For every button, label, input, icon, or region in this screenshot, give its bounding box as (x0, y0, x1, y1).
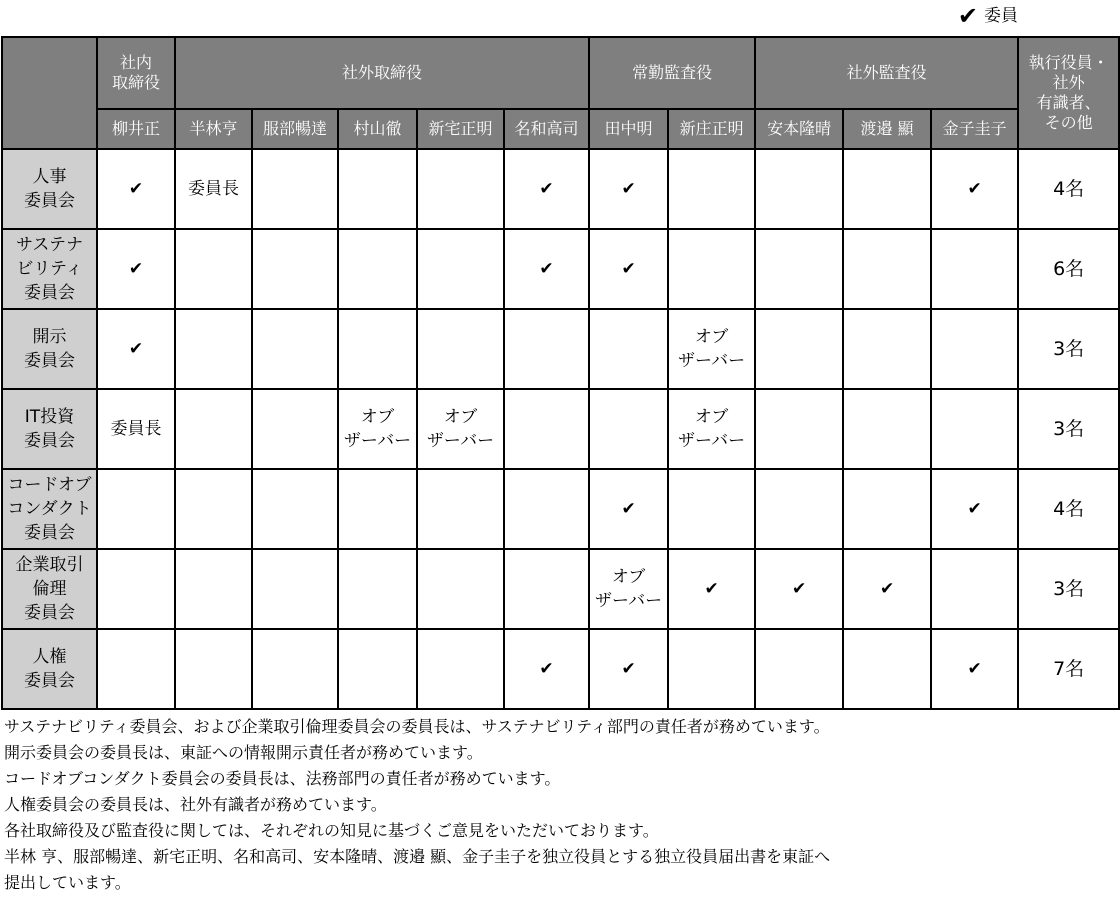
other-count: 3名 (1018, 549, 1119, 629)
member-check-icon: ✔ (931, 469, 1018, 549)
note-line: 半林 亨、服部暢達、新宅正明、名和高司、安本隆晴、渡邉 顯、金子圭子を独立役員とする独立役員届出書を東証へ (4, 847, 831, 866)
member-check-icon: ✔ (504, 629, 589, 709)
member-check-icon: ✔ (504, 149, 589, 229)
group-others: 執行役員・ 社外 有識者、 その他 (1018, 37, 1119, 149)
member-cell (252, 389, 338, 469)
member-cell (668, 629, 755, 709)
member-cell (175, 629, 252, 709)
member-cell (175, 389, 252, 469)
note-line: 開示委員会の委員長は、東証への情報開示責任者が務めています。 (4, 743, 483, 762)
committee-row (2, 309, 1119, 389)
member-header: 新宅正明 (417, 109, 504, 149)
group-internal-directors: 社内 取締役 (97, 37, 175, 109)
member-cell (931, 549, 1018, 629)
member-check-icon: ✔ (97, 149, 175, 229)
member-cell (755, 229, 843, 309)
group-fulltime-auditors: 常勤監査役 (589, 37, 755, 109)
member-cell (252, 309, 338, 389)
member-cell: オブ ザーバー (668, 389, 755, 469)
member-header: 半林亨 (175, 109, 252, 149)
member-check-icon: ✔ (755, 549, 843, 629)
member-header: 渡邉 顯 (843, 109, 931, 149)
member-header: 柳井正 (97, 109, 175, 149)
member-check-icon: ✔ (589, 229, 668, 309)
other-count: 3名 (1018, 309, 1119, 389)
member-cell (252, 469, 338, 549)
member-check-icon: ✔ (589, 469, 668, 549)
member-header: 服部暢達 (252, 109, 338, 149)
member-cell (417, 229, 504, 309)
member-check-icon: ✔ (504, 229, 589, 309)
member-cell (668, 149, 755, 229)
member-cell (843, 149, 931, 229)
member-cell: オブ ザーバー (589, 549, 668, 629)
member-cell (417, 549, 504, 629)
member-cell (175, 549, 252, 629)
note-line: 提出しています。 (4, 873, 131, 892)
member-cell (97, 549, 175, 629)
member-cell (338, 149, 417, 229)
committee-name: 開示 委員会 (2, 309, 97, 389)
checkmark-icon: ✔ (957, 2, 978, 30)
group-external-auditors: 社外監査役 (755, 37, 1018, 109)
member-cell (843, 389, 931, 469)
member-cell (931, 389, 1018, 469)
member-check-icon: ✔ (97, 309, 175, 389)
member-check-icon: ✔ (589, 149, 668, 229)
member-cell (338, 469, 417, 549)
other-count: 3名 (1018, 389, 1119, 469)
committee-row (2, 229, 1119, 309)
member-cell (931, 229, 1018, 309)
member-cell (755, 469, 843, 549)
member-check-icon: ✔ (97, 229, 175, 309)
member-cell (504, 469, 589, 549)
member-cell (668, 229, 755, 309)
member-cell: 委員長 (175, 149, 252, 229)
member-header: 田中明 (589, 109, 668, 149)
member-cell (843, 629, 931, 709)
member-cell (97, 469, 175, 549)
header-row-groups (2, 37, 1119, 109)
member-cell (417, 149, 504, 229)
member-cell (338, 229, 417, 309)
note-line: サステナビリティ委員会、および企業取引倫理委員会の委員長は、サステナビリティ部門の責任者が務めています。 (4, 717, 830, 736)
member-cell (668, 469, 755, 549)
legend (958, 4, 1018, 28)
member-check-icon: ✔ (589, 629, 668, 709)
member-cell (755, 389, 843, 469)
member-check-icon: ✔ (668, 549, 755, 629)
member-cell (755, 309, 843, 389)
committee-name: 人権 委員会 (2, 629, 97, 709)
corner-header (2, 37, 97, 149)
member-cell (252, 149, 338, 229)
member-cell (843, 229, 931, 309)
member-cell (755, 629, 843, 709)
committee-name: 企業取引 倫理 委員会 (2, 549, 97, 629)
member-header: 村山徹 (338, 109, 417, 149)
member-cell (338, 549, 417, 629)
header-row-members (2, 109, 1119, 149)
committee-name: サステナ ビリティ 委員会 (2, 229, 97, 309)
committee-name: IT投資 委員会 (2, 389, 97, 469)
committee-name: コードオブ コンダクト 委員会 (2, 469, 97, 549)
other-count: 4名 (1018, 149, 1119, 229)
member-cell (175, 469, 252, 549)
note-line: 各社取締役及び監査役に関しては、それぞれの知見に基づくご意見をいただいております。 (4, 821, 659, 840)
member-cell (843, 469, 931, 549)
member-cell (589, 389, 668, 469)
member-cell (252, 629, 338, 709)
committee-row (2, 469, 1119, 549)
member-header: 安本隆晴 (755, 109, 843, 149)
member-cell (504, 389, 589, 469)
committee-table (1, 36, 1120, 710)
member-check-icon: ✔ (843, 549, 931, 629)
group-external-directors: 社外取締役 (175, 37, 589, 109)
member-cell (175, 229, 252, 309)
member-cell (504, 309, 589, 389)
member-cell (931, 309, 1018, 389)
member-cell (252, 229, 338, 309)
member-cell (252, 549, 338, 629)
member-cell (417, 629, 504, 709)
committee-row (2, 389, 1119, 469)
member-cell (843, 309, 931, 389)
committee-row (2, 629, 1119, 709)
committee-row (2, 549, 1119, 629)
member-cell (97, 629, 175, 709)
member-cell (338, 629, 417, 709)
member-cell (417, 469, 504, 549)
member-cell (589, 309, 668, 389)
member-cell: オブ ザーバー (338, 389, 417, 469)
member-check-icon: ✔ (931, 629, 1018, 709)
member-cell: オブ ザーバー (668, 309, 755, 389)
legend-label: 委員 (984, 6, 1018, 26)
other-count: 4名 (1018, 469, 1119, 549)
member-header: 新庄正明 (668, 109, 755, 149)
member-cell (175, 309, 252, 389)
member-cell (338, 309, 417, 389)
other-count: 6名 (1018, 229, 1119, 309)
member-cell (417, 309, 504, 389)
member-cell: オブ ザーバー (417, 389, 504, 469)
member-cell (504, 549, 589, 629)
note-line: コードオブコンダクト委員会の委員長は、法務部門の責任者が務めています。 (4, 769, 561, 788)
member-cell: 委員長 (97, 389, 175, 469)
member-check-icon: ✔ (931, 149, 1018, 229)
notes (4, 714, 1114, 896)
note-line: 人権委員会の委員長は、社外有識者が務めています。 (4, 795, 387, 814)
committee-row (2, 149, 1119, 229)
committee-name: 人事 委員会 (2, 149, 97, 229)
other-count: 7名 (1018, 629, 1119, 709)
member-cell (755, 149, 843, 229)
member-header: 金子圭子 (931, 109, 1018, 149)
member-header: 名和高司 (504, 109, 589, 149)
